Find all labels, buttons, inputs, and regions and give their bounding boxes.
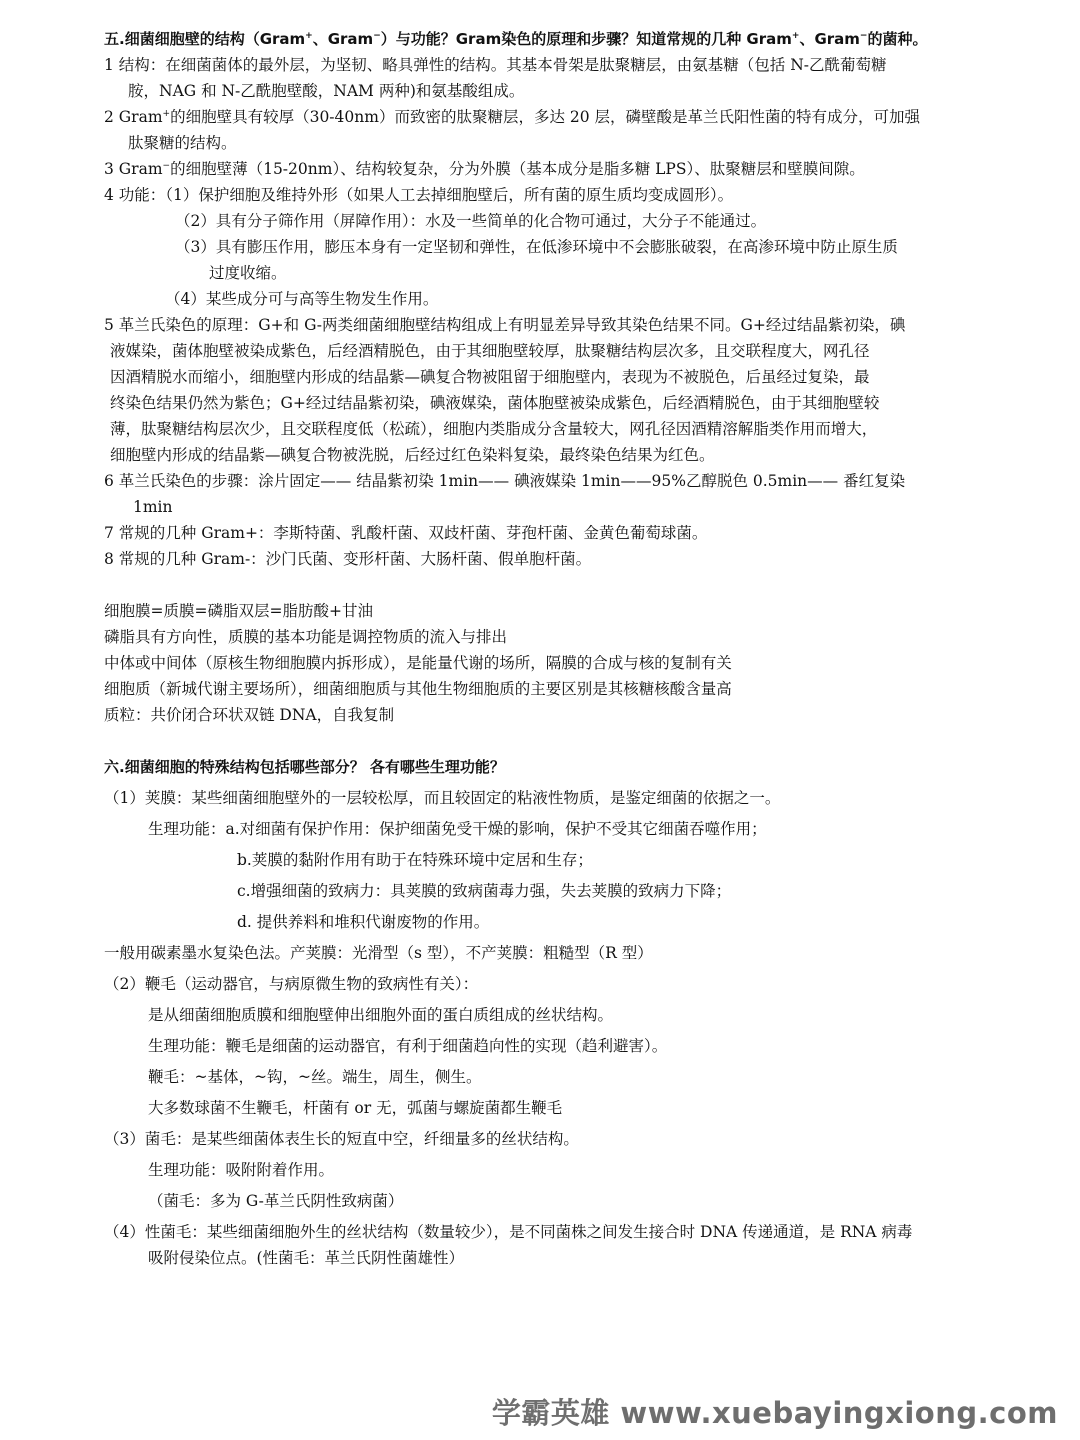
stain-steps-line-1: 6 革兰氏染色的步骤：涂片固定—— 结晶紫初染 1min—— 碘液媒染 1min——95%乙醇脱色 0.5min—— 番红复染 [104,472,906,490]
function-line-3: （3）具有膨压作用，膨压本身有一定坚韧和弹性，在低渗环境中不会膨胀破裂，在高渗环境中防止原生质 [175,238,898,256]
section5-title: 五.细菌细胞壁的结构（Gram+、Gram−）与功能？Gram染色的原理和步骤？知道常规的几种 Gram+、Gram−的菌种。 [104,30,928,48]
structure-line-2: 胺，NAG 和 N-乙酰胞壁酸，NAM 两种)和氨基酸组成。 [128,82,525,100]
flagella-note: 大多数球菌不生鞭毛，杆菌有 or 无，弧菌与螺旋菌都生鞭毛 [148,1099,563,1117]
gram-negative-species: 8 常规的几种 Gram-：沙门氏菌、变形杆菌、大肠杆菌、假单胞杆菌。 [104,550,592,568]
stain-principle-line-6: 细胞壁内形成的结晶紫—碘复合物被洗脱，后经过红色染料复染，最终染色结果为红色。 [110,446,715,464]
pili-function: 生理功能：吸附附着作用。 [148,1161,335,1179]
stain-principle-line-5: 薄，肽聚糖结构层次少，且交联程度低（松疏），细胞内类脂成分含量较大，网孔径因酒精溶解脂类作用而增大， [110,420,878,438]
sex-pili-line-1: （4）性菌毛：某些细菌细胞外生的丝状结构（数量较少），是不同菌株之间发生接合时 DNA 传递通道，是 RNA 病毒 [104,1223,913,1241]
note-line: 质粒：共价闭合环状双链 DNA，自我复制 [104,706,395,724]
capsule-function-a: 生理功能：a.对细菌有保护作用：保护细菌免受干燥的影响，保护不受其它细菌吞噬作用； [148,820,767,838]
spacer [0,572,1080,598]
stain-principle-line-4: 终染色结果仍然为紫色；G+经过结晶紫初染，碘液媒染，菌体胞壁被染成紫色，后经酒精脱色，由于其细胞壁较 [110,394,880,412]
gram-negative-wall-line: 3 Gram−的细胞壁薄（15-20nm）、结构较复杂，分为外膜（基本成分是脂多糖 LPS）、肽聚糖层和壁膜间隙。 [104,160,865,178]
capsule-stain-line: 一般用碳素墨水复染色法。产荚膜：光滑型（s 型），不产荚膜：粗糙型（R 型） [104,944,653,962]
gram-positive-wall-line-2: 肽聚糖的结构。 [128,134,237,152]
flagella-parts: 鞭毛：~基体，~钩，~丝。端生，周生，侧生。 [148,1068,482,1086]
flagella-line: （2）鞭毛（运动器官，与病原微生物的致病性有关）： [104,975,479,993]
capsule-function-b: b.荚膜的黏附作用有助于在特殊环境中定居和生存； [237,851,593,869]
gram-positive-species: 7 常规的几种 Gram+：李斯特菌、乳酸杆菌、双歧杆菌、芽孢杆菌、金黄色葡萄球菌。 [104,524,708,542]
function-line-1: 4 功能：（1）保护细胞及维持外形（如果人工去掉细胞壁后，所有菌的原生质均变成圆形）。 [104,186,734,204]
sex-pili-line-2: 吸附侵染位点。(性菌毛：革兰氏阴性菌雄性） [148,1249,465,1267]
document-page [0,26,1080,1271]
stain-principle-line-2: 液媒染，菌体胞壁被染成紫色，后经酒精脱色，由于其细胞壁较厚，肽聚糖结构层次多，且交联程度大，网孔径 [110,342,870,360]
function-line-5: （4）某些成分可与高等生物发生作用。 [165,290,439,308]
pili-note: （菌毛：多为 G-革兰氏阴性致病菌） [148,1192,404,1210]
structure-line-1: 1 结构：在细菌菌体的最外层，为坚韧、略具弹性的结构。其基本骨架是肽聚糖层，由氨基糖（包括 N-乙酰葡萄糖 [104,56,887,74]
note-line: 细胞膜=质膜=磷脂双层=脂肪酸+甘油 [104,602,373,620]
flagella-function: 生理功能：鞭毛是细菌的运动器官，有利于细菌趋向性的实现（趋利避害）。 [148,1037,668,1055]
note-line: 中体或中间体（原核生物细胞膜内拆形成），是能量代谢的场所，隔膜的合成与核的复制有关 [104,654,732,672]
section6-title: 六.细菌细胞的特殊结构包括哪些部分？ 各有哪些生理功能？ [104,758,505,776]
site-watermark: 学霸英雄 www.xuebayingxiong.com [491,1396,1058,1430]
function-line-2: （2）具有分子筛作用（屏障作用）：水及一些简单的化合物可通过，大分子不能通过。 [175,212,767,230]
stain-principle-line-1: 5 革兰氏染色的原理：G+和 G-两类细菌细胞壁结构组成上有明显差异导致其染色结果不同。G+经过结晶紫初染，碘 [104,316,906,334]
pili-line: （3）菌毛：是某些细菌体表生长的短直中空，纤细量多的丝状结构。 [104,1130,579,1148]
capsule-function-c: c.增强细菌的致病力：具荚膜的致病菌毒力强，失去荚膜的致病力下降； [237,882,732,900]
note-line: 磷脂具有方向性，质膜的基本功能是调控物质的流入与排出 [104,628,508,646]
stain-steps-line-2: 1min [133,498,173,516]
capsule-function-d: d. 提供养料和堆积代谢废物的作用。 [237,913,490,931]
stain-principle-line-3: 因酒精脱水而缩小，细胞壁内形成的结晶紫—碘复合物被阻留于细胞壁内，表现为不被脱色，后虽经过复染，最 [110,368,870,386]
flagella-definition: 是从细菌细胞质膜和细胞壁伸出细胞外面的蛋白质组成的丝状结构。 [148,1006,614,1024]
function-line-4: 过度收缩。 [209,264,287,282]
spacer [0,728,1080,754]
gram-positive-wall-line-1: 2 Gram+的细胞壁具有较厚（30-40nm）而致密的肽聚糖层，多达 20 层，磷壁酸是革兰氏阳性菌的特有成分，可加强 [104,108,921,126]
note-line: 细胞质（新城代谢主要场所），细菌细胞质与其他生物细胞质的主要区别是其核糖核酸含量高 [104,680,732,698]
capsule-line: （1）荚膜：某些细菌细胞壁外的一层较松厚，而且较固定的粘液性物质，是鉴定细菌的依据之一。 [104,789,781,807]
